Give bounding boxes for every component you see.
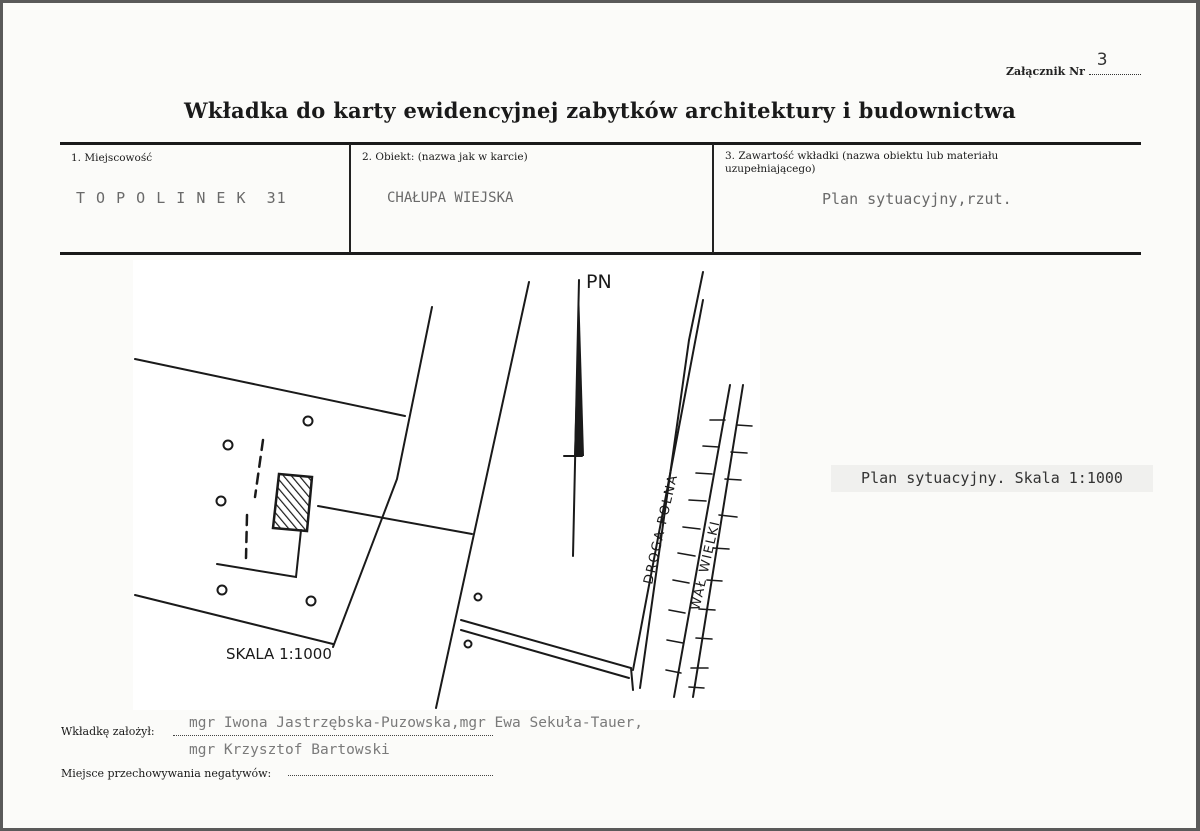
tree-point (307, 597, 316, 606)
embankment-label: WAŁ WIELKI (688, 518, 724, 612)
annex-handwritten-number: 3 (1096, 50, 1108, 70)
object-value: CHAŁUPA WIEJSKA (387, 190, 514, 206)
negatives-location-label: Miejsce przechowywania negatywów: (61, 767, 272, 780)
road-label: DROGA POLNA (641, 472, 682, 586)
table-top-rule (60, 142, 1141, 145)
object-label: 2. Obiekt: (nazwa jak w karcie) (362, 151, 528, 163)
embankment-line-1 (674, 385, 730, 697)
north-label: PN (586, 271, 612, 293)
column-divider-1 (349, 144, 351, 253)
contents-label (725, 150, 998, 176)
tree-point (465, 641, 472, 648)
site-plan-sketch (133, 260, 760, 710)
contents-label-line2: uzupełniającego) (725, 163, 816, 175)
plot-boundary-north (135, 359, 405, 416)
house-wall-dashed-2 (246, 515, 247, 558)
contents-label-line1: 3. Zawartość wkładki (nazwa obiektu lub materiału (725, 150, 999, 162)
tree-point (218, 586, 227, 595)
tree-point (475, 594, 482, 601)
site-plan-drawing (133, 260, 760, 710)
annex-number (1006, 50, 1141, 78)
sketch-scale-label: SKALA 1:1000 (226, 645, 332, 663)
negatives-dotted-line (288, 775, 493, 776)
path-line (318, 506, 472, 534)
annex-label: Załącznik Nr (1006, 65, 1085, 78)
annex-dotted-line (1089, 50, 1141, 75)
locality-label: 1. Miejscowość (71, 152, 153, 164)
locality-value: T O P O L I N E K 31 (76, 189, 287, 207)
lane-edge-2 (461, 630, 629, 678)
house-footprint (273, 474, 312, 531)
tree-point (217, 497, 226, 506)
tree-point (304, 417, 313, 426)
field-boundary (436, 282, 529, 708)
house-wall (217, 530, 301, 577)
house-wall-dashed (255, 440, 263, 497)
plot-boundary-south (135, 595, 333, 644)
created-by-label: Wkładkę założył: (61, 725, 155, 738)
page-title: Wkładka do karty ewidencyjnej zabytków architektury i budownictwa (183, 98, 1017, 123)
authors-line-2: mgr Krzysztof Bartowski (189, 742, 390, 758)
table-bottom-rule (60, 252, 1141, 255)
contents-value: Plan sytuacyjny,rzut. (822, 190, 1012, 208)
authors-line-1: mgr Iwona Jastrzębska-Puzowska,mgr Ewa Sekuła-Tauer, (189, 715, 643, 731)
sketch-caption: Plan sytuacyjny. Skala 1:1000 (831, 465, 1153, 492)
tree-point (224, 441, 233, 450)
north-arrow-head (574, 288, 584, 456)
plot-boundary-east (333, 307, 432, 647)
created-by-dotted-line (173, 735, 493, 736)
column-divider-2 (712, 144, 714, 253)
